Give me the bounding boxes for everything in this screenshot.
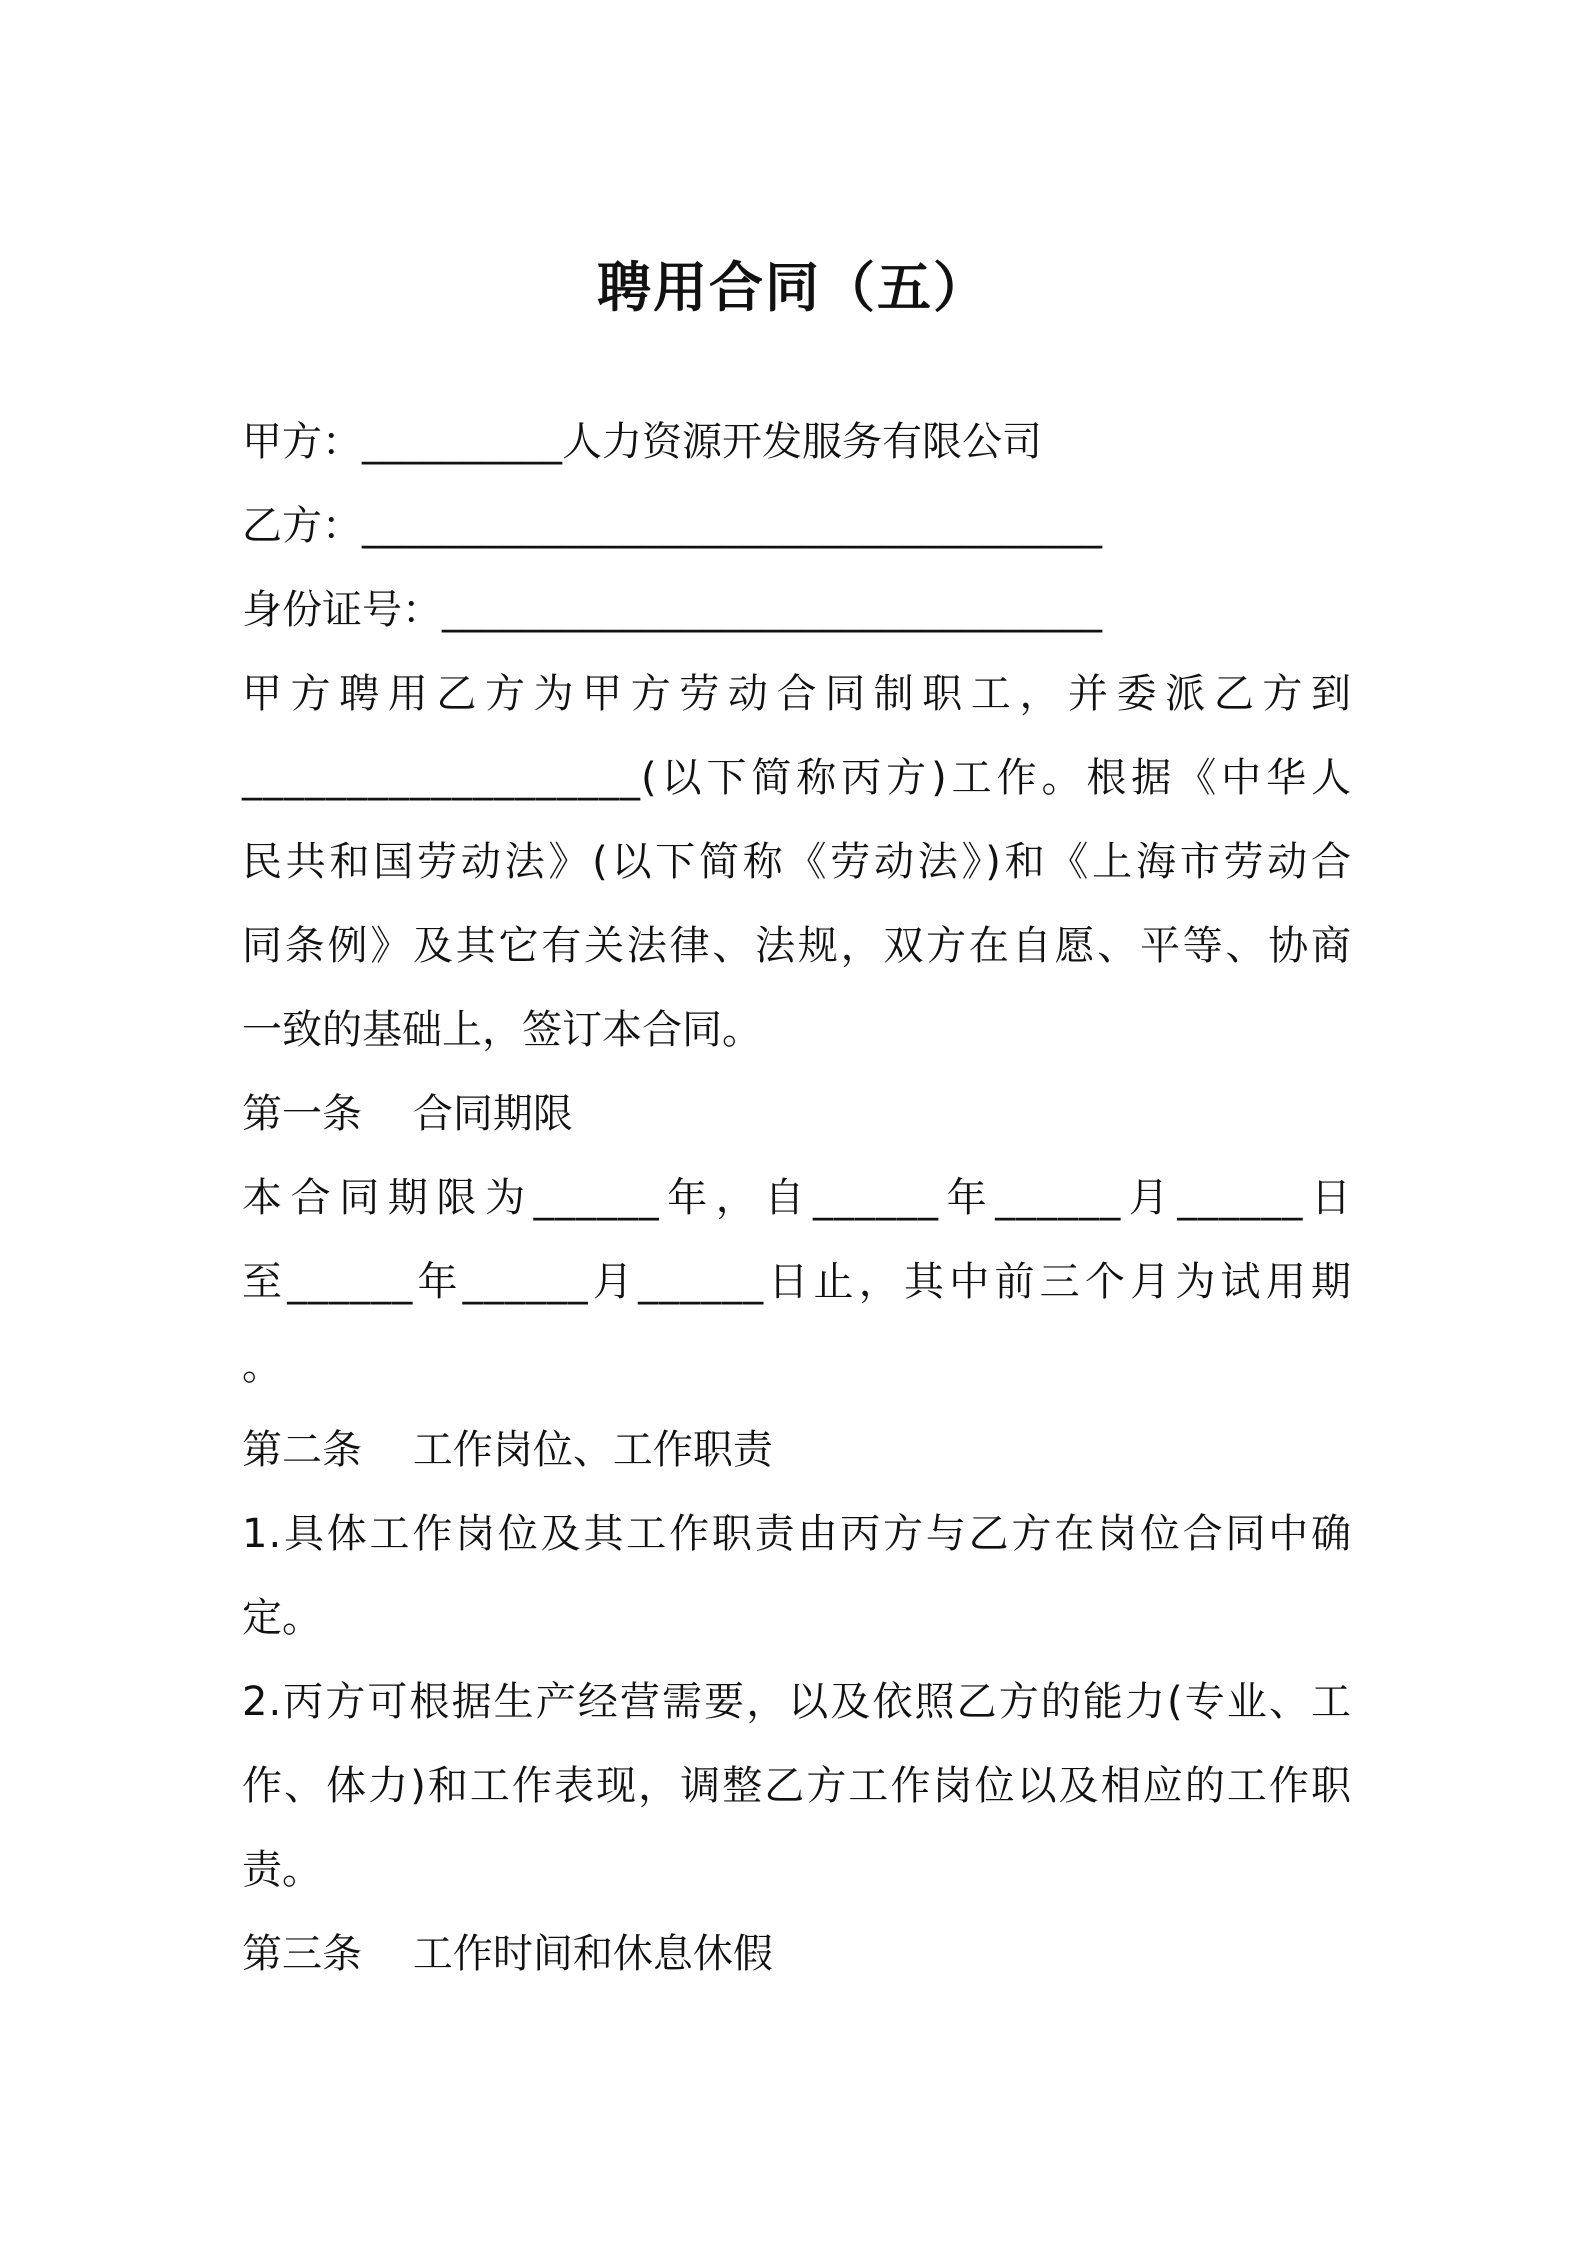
preamble-line: 民共和国劳动法》(以下简称《劳动法》)和《上海市劳动合 [242,839,1352,885]
article-2-heading: 第二条 工作岗位、工作职责 [242,1427,773,1473]
party-a-line: 甲方：__________人力资源开发服务有限公司 [242,419,1042,465]
document-title: 聘用合同（五） [597,256,989,319]
id-number-line: 身份证号：_________________________________ [242,587,1102,633]
party-b-line: 乙方：_____________________________________ [242,503,1102,549]
article-1-heading: 第一条 合同期限 [242,1091,573,1137]
document-body [242,400,1352,1996]
article-2-line: 责。 [242,1847,322,1893]
preamble-line: ___________________(以下简称丙方)工作。根据《中华人 [242,755,1352,801]
preamble-line: 甲方聘用乙方为甲方劳动合同制职工，并委派乙方到 [242,671,1352,717]
article-2-line: 2.丙方可根据生产经营需要，以及依照乙方的能力(专业、工 [242,1679,1352,1725]
preamble-line: 同条例》及其它有关法律、法规，双方在自愿、平等、协商 [242,923,1352,969]
preamble-line: 一致的基础上，签订本合同。 [242,1007,762,1053]
article-1-line: 。 [242,1343,282,1389]
article-1-line: 本合同期限为______年，自______年______月______日 [242,1175,1352,1221]
article-3-heading: 第三条 工作时间和休息休假 [242,1931,773,1977]
article-1-line: 至______年______月______日止，其中前三个月为试用期 [242,1259,1352,1305]
article-2-line: 作、体力)和工作表现，调整乙方工作岗位以及相应的工作职 [242,1763,1352,1809]
article-2-line: 1.具体工作岗位及其工作职责由丙方与乙方在岗位合同中确 [242,1511,1352,1557]
article-2-line: 定。 [242,1595,322,1641]
